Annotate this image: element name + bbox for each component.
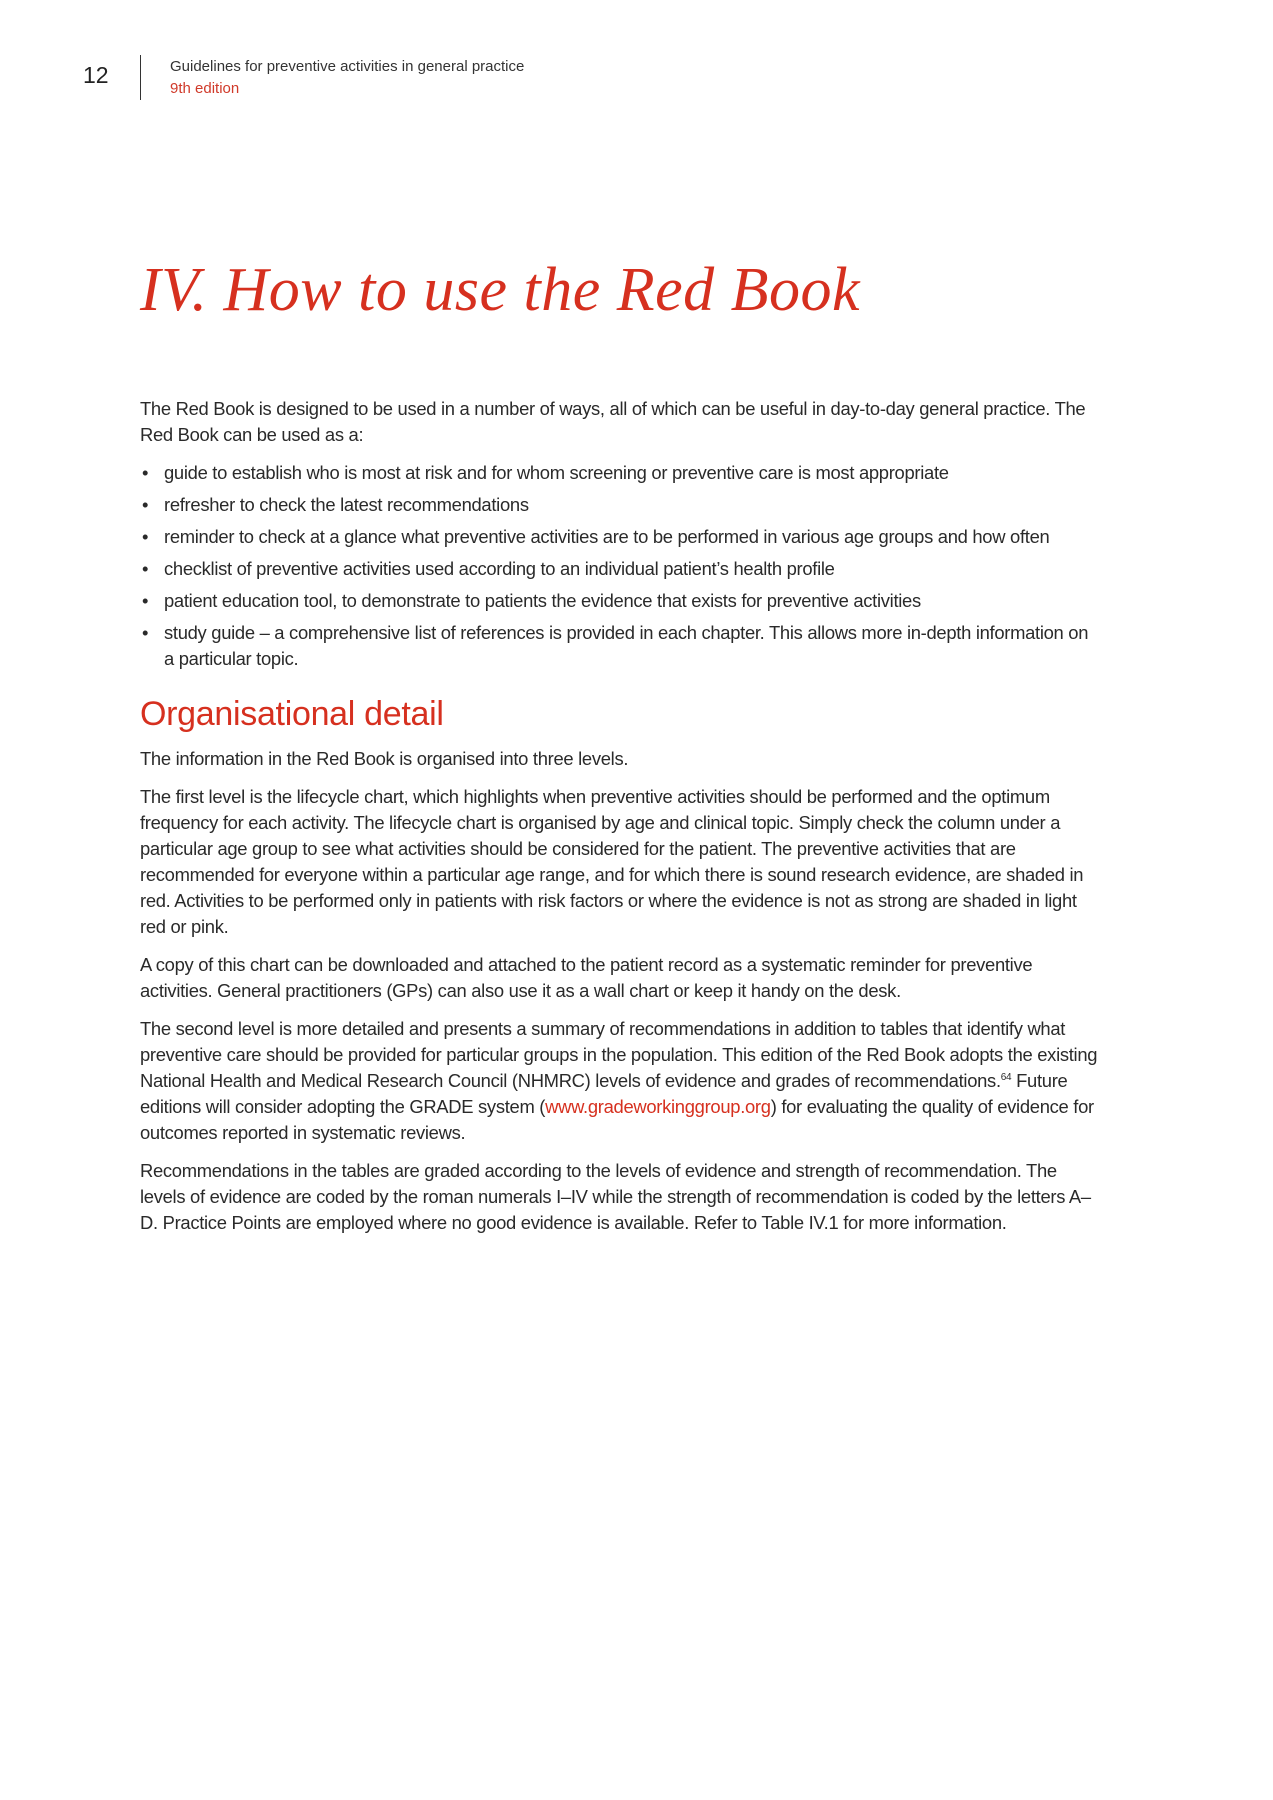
paragraph: The information in the Red Book is organised into three levels. (140, 748, 629, 769)
bullet-icon: • (142, 590, 149, 611)
list-item-text: checklist of preventive activities used according to an individual patient’s health profile (164, 558, 835, 579)
running-header (170, 56, 524, 100)
body-content (140, 396, 1100, 1248)
paragraph-text: ) for evaluating the quality of evidence for outcomes reported in systematic reviews. (140, 1096, 1094, 1143)
bullet-icon: • (142, 622, 149, 643)
paragraph-text: Future editions will consider adopting the GRADE system ( (140, 1070, 1068, 1117)
paragraph-text: The second level is more detailed and presents a summary of recommendations in addition to tables that identify what preventive care should be provided for particular groups in the population. This edition of the Red Book adopts the existing National Health and Medical Research Council (NHMRC) levels of evidence and grades of recommendations. (140, 1018, 1098, 1091)
edition-label: 9th edition (170, 80, 240, 97)
list-item (140, 588, 1100, 614)
paragraph: The first level is the lifecycle chart, which highlights when preventive activities should be performed and the optimum frequency for each activity. The lifecycle chart is organised by age and clinical topic. Simply check the column under a particular age group to see what activities should be considered for the patient. The preventive activities that are recommended for everyone within a particular age range, and for which there is sound research evidence, are shaded in red. Activities to be performed only in patients with risk factors or where the evidence is not as strong are shaded in light red or pink. (140, 786, 1084, 937)
intro-paragraph: The Red Book is designed to be used in a number of ways, all of which can be useful in day-to-day general practice. The Red Book can be used as a: (140, 398, 1086, 445)
paragraph (140, 1016, 1100, 1146)
paragraph: A copy of this chart can be downloaded and attached to the patient record as a systematic reminder for preventive activities. General practitioners (GPs) can also use it as a wall chart or keep it handy on the desk. (140, 954, 1033, 1001)
list-item-text: patient education tool, to demonstrate to patients the evidence that exists for preventive activities (164, 590, 921, 611)
paragraph: Recommendations in the tables are graded according to the levels of evidence and strength of recommendation. The levels of evidence are coded by the roman numerals I–IV while the strength of recommendation is coded by the letters A–D. Practice Points are employed where no good evidence is available. Refer to Table IV.1 for more information. (140, 1160, 1091, 1233)
bullet-icon: • (142, 558, 149, 579)
section-heading: Organisational detail (140, 695, 444, 733)
list-item (140, 460, 1100, 486)
bullet-icon: • (142, 526, 149, 547)
usage-list (140, 460, 1100, 672)
publication-title: Guidelines for preventive activities in general practice (170, 58, 525, 75)
grade-website-link[interactable]: www.gradeworkinggroup.org (545, 1096, 771, 1117)
list-item (140, 524, 1100, 550)
bullet-icon: • (142, 462, 149, 483)
page-number: 12 (83, 62, 109, 88)
list-item (140, 492, 1100, 518)
list-item-text: refresher to check the latest recommendations (164, 494, 529, 515)
list-item (140, 556, 1100, 582)
header-divider (140, 55, 141, 100)
list-item-text: study guide – a comprehensive list of references is provided in each chapter. This allows more in-depth information on a particular topic. (164, 622, 1089, 669)
reference-number: 64 (1000, 1071, 1012, 1083)
list-item (140, 620, 1100, 672)
chapter-title: IV. How to use the Red Book (140, 256, 861, 324)
bullet-icon: • (142, 494, 149, 515)
list-item-text: reminder to check at a glance what preventive activities are to be performed in various age groups and how often (164, 526, 1050, 547)
list-item-text: guide to establish who is most at risk and for whom screening or preventive care is most appropriate (164, 462, 949, 483)
